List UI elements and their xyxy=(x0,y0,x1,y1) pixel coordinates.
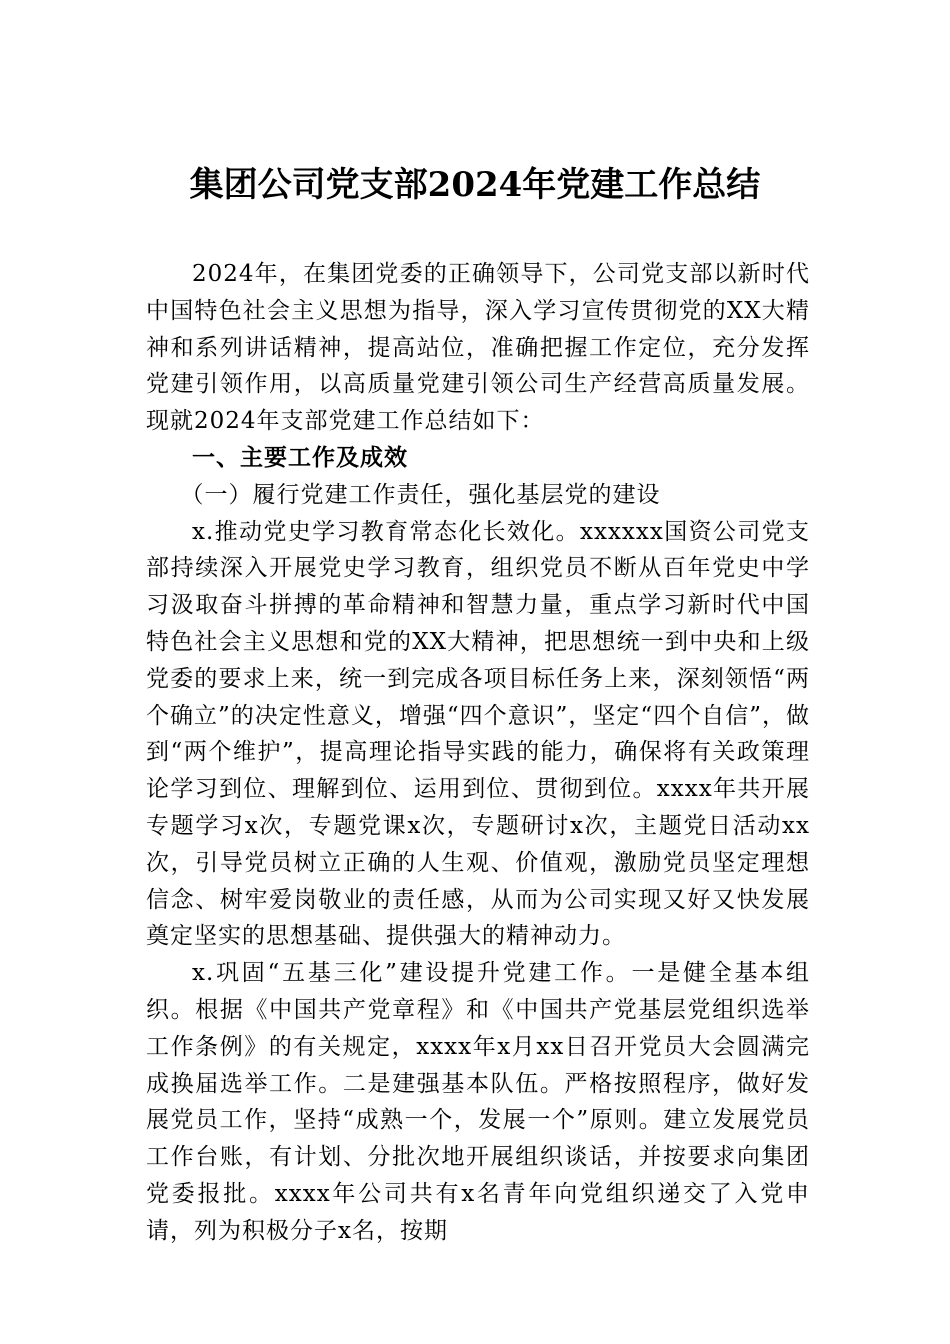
document-title: 集团公司党支部2024年党建工作总结 xyxy=(189,165,761,205)
section-heading: 一、主要工作及成效 xyxy=(192,444,408,471)
document-body xyxy=(146,256,810,1250)
subsection-heading: （一）履行党建工作责任，强化基层党的建设 xyxy=(180,481,661,508)
intro-paragraph: 2024年，在集团党委的正确领导下，公司党支部以新时代中国特色社会主义思想为指导，深入学习宣传贯彻党的XX大精神和系列讲话精神，提高站位，准确把握工作定位，充分发挥党建引领作用，以高质量党建引领公司生产经营高质量发展。现就2024年支部党建工作总结如下： xyxy=(146,261,810,435)
body-paragraph-1: x.推动党史学习教育常态化长效化。xxxxxx国资公司党支部持续深入开展党史学习教育，组织党员不断从百年党史中学习汲取奋斗拼搏的革命精神和智慧力量，重点学习新时代中国特色社会主义思想和党的XX大精神，把思想统一到中央和上级党委的要求上来，统一到完成各项目标任务上来，深刻领悟“两个确立”的决定性意义，增强“四个意识”，坚定“四个自信”，做到“两个维护”，提高理论指导实践的能力，确保将有关政策理论学习到位、理解到位、运用到位、贯彻到位。xxxx年共开展专题学习x次，专题党课x次，专题研讨x次，主题党日活动xx次，引导党员树立正确的人生观、价值观，激励党员坚定理想信念、树牢爱岗敬业的责任感，从而为公司实现又好又快发展奠定坚实的思想基础、提供强大的精神动力。 xyxy=(146,518,810,950)
body-paragraph-2: x.巩固“五基三化”建设提升党建工作。一是健全基本组织。根据《中国共产党章程》和《中国共产党基层党组织选举工作条例》的有关规定，xxxx年x月xx日召开党员大会圆满完成换届选举工作。二是建强基本队伍。严格按照程序，做好发展党员工作，坚持“成熟一个，发展一个”原则。建立发展党员工作台账，有计划、分批次地开展组织谈话，并按要求向集团党委报批。xxxx年公司共有x名青年向党组织递交了入党申请，列为积极分子x名，按期 xyxy=(146,960,810,1244)
